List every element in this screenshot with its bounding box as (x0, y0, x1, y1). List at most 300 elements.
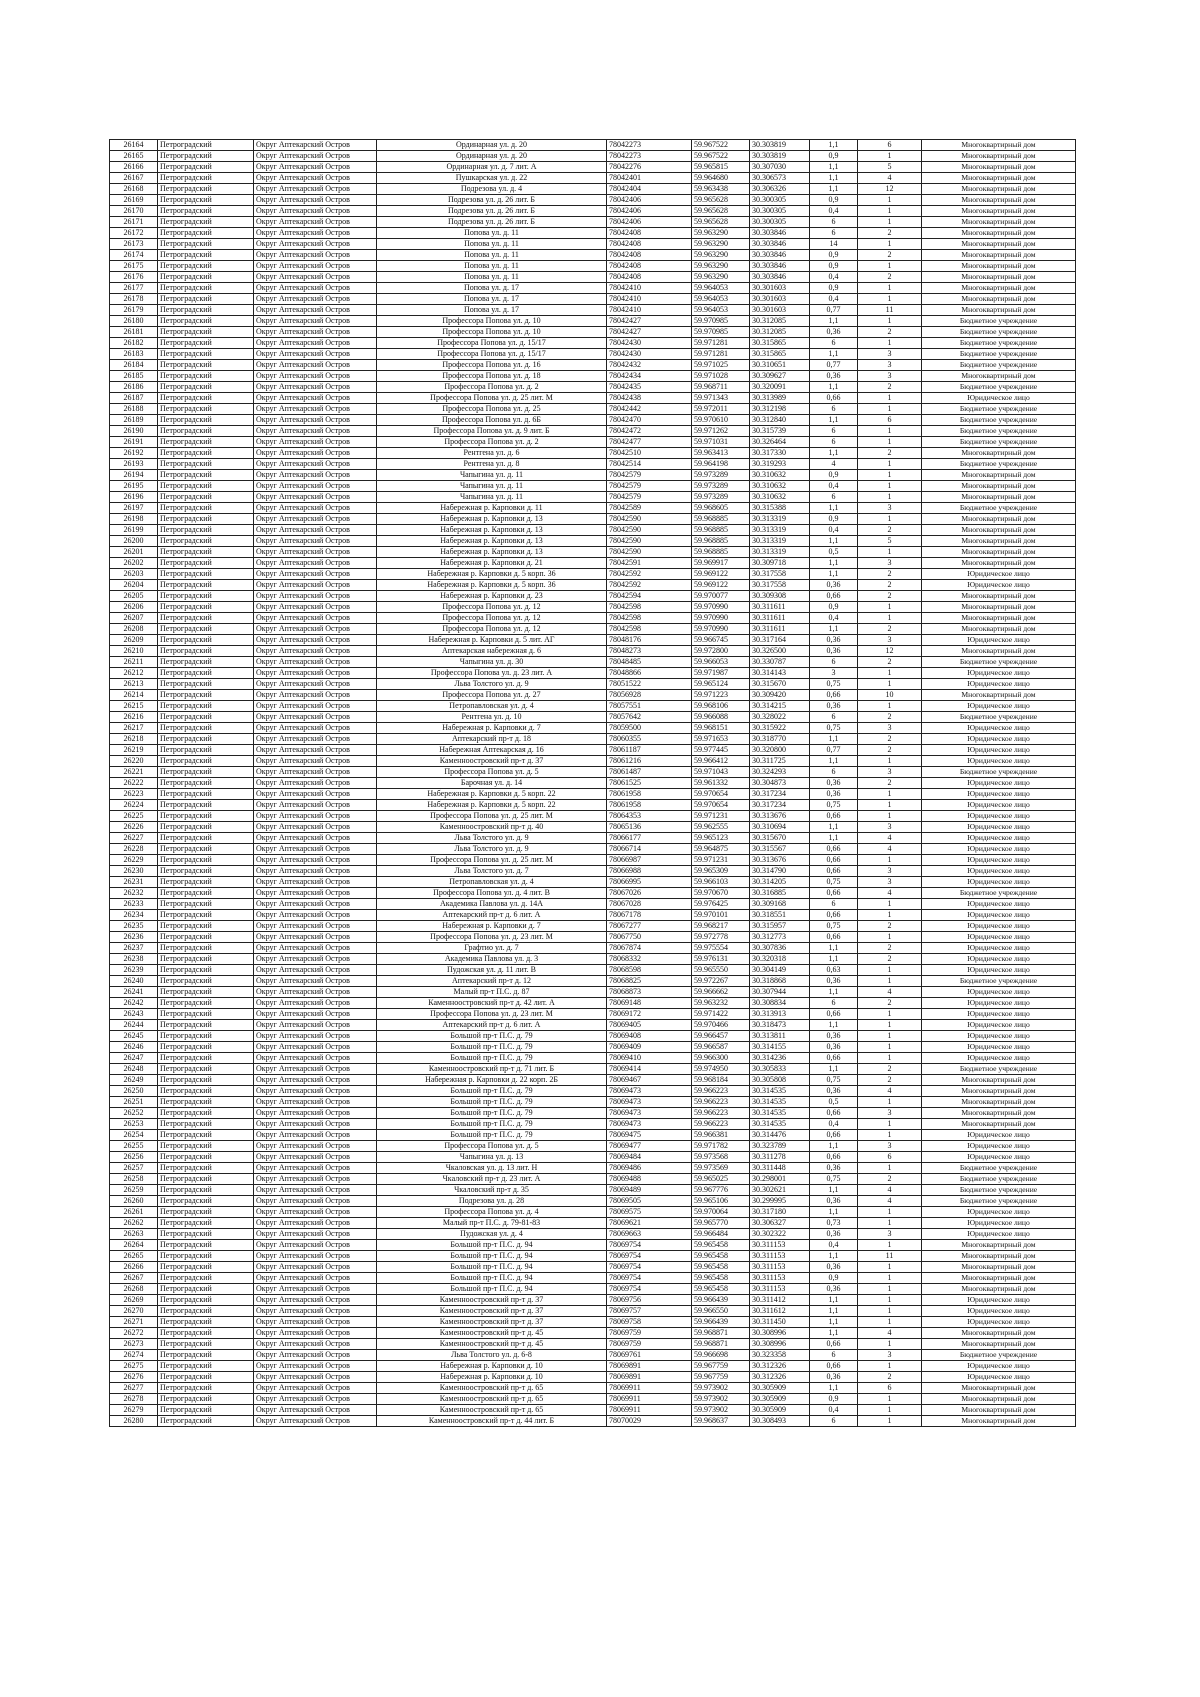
count-cell: 3 (858, 558, 922, 569)
longitude-cell: 30.317330 (750, 448, 810, 459)
table-row (110, 1020, 1076, 1031)
object-code-cell: 78064353 (607, 811, 692, 822)
volume-cell: 0,4 (810, 1240, 858, 1251)
table-row (110, 1075, 1076, 1086)
address-cell: Каменноостровский пр-т д. 37 (377, 1317, 607, 1328)
latitude-cell: 59.971262 (692, 426, 750, 437)
longitude-cell: 30.308996 (750, 1339, 810, 1350)
table-row (110, 1207, 1076, 1218)
volume-cell: 0,36 (810, 327, 858, 338)
object-code-cell: 78048273 (607, 646, 692, 657)
longitude-cell: 30.318473 (750, 1020, 810, 1031)
district-cell: Петроградский (158, 151, 254, 162)
latitude-cell: 59.961332 (692, 778, 750, 789)
row-number-cell: 26276 (110, 1372, 158, 1383)
municipality-cell: Округ Аптекарский Остров (254, 382, 377, 393)
row-number-cell: 26270 (110, 1306, 158, 1317)
object-type-cell: Многоквартирный дом (922, 195, 1076, 206)
district-cell: Петроградский (158, 1064, 254, 1075)
object-type-cell: Бюджетное учреждение (922, 888, 1076, 899)
district-cell: Петроградский (158, 1108, 254, 1119)
table-row (110, 1185, 1076, 1196)
address-cell: Набережная р. Карповки д. 5 корп. 36 (377, 569, 607, 580)
district-cell: Петроградский (158, 1328, 254, 1339)
object-code-cell: 78069756 (607, 1295, 692, 1306)
table-row (110, 1383, 1076, 1394)
object-type-cell: Бюджетное учреждение (922, 404, 1076, 415)
object-type-cell: Юридическое лицо (922, 393, 1076, 404)
longitude-cell: 30.305808 (750, 1075, 810, 1086)
object-code-cell: 78042273 (607, 140, 692, 151)
table-row (110, 1262, 1076, 1273)
address-cell: Попова ул. д. 11 (377, 228, 607, 239)
object-code-cell: 78069911 (607, 1383, 692, 1394)
district-cell: Петроградский (158, 1097, 254, 1108)
municipality-cell: Округ Аптекарский Остров (254, 1020, 377, 1031)
address-cell: Профессора Попова ул. д. 12 (377, 613, 607, 624)
volume-cell: 1,1 (810, 1317, 858, 1328)
volume-cell: 0,75 (810, 800, 858, 811)
volume-cell: 1,1 (810, 382, 858, 393)
address-cell: Каменноостровский пр-т д. 65 (377, 1383, 607, 1394)
row-number-cell: 26240 (110, 976, 158, 987)
address-cell: Профессора Попова ул. д. 4 лит. В (377, 888, 607, 899)
latitude-cell: 59.963290 (692, 250, 750, 261)
longitude-cell: 30.315922 (750, 723, 810, 734)
row-number-cell: 26190 (110, 426, 158, 437)
row-number-cell: 26255 (110, 1141, 158, 1152)
table-row (110, 283, 1076, 294)
district-cell: Петроградский (158, 1020, 254, 1031)
row-number-cell: 26201 (110, 547, 158, 558)
count-cell: 1 (858, 1273, 922, 1284)
municipality-cell: Округ Аптекарский Остров (254, 602, 377, 613)
address-cell: Профессора Попова ул. д. 6Б (377, 415, 607, 426)
volume-cell: 0,36 (810, 976, 858, 987)
table-row (110, 756, 1076, 767)
object-type-cell: Бюджетное учреждение (922, 1174, 1076, 1185)
district-cell: Петроградский (158, 1086, 254, 1097)
object-code-cell: 78048485 (607, 657, 692, 668)
longitude-cell: 30.303846 (750, 239, 810, 250)
district-cell: Петроградский (158, 976, 254, 987)
latitude-cell: 59.963232 (692, 998, 750, 1009)
volume-cell: 1,1 (810, 184, 858, 195)
longitude-cell: 30.311153 (750, 1240, 810, 1251)
object-code-cell: 78042579 (607, 481, 692, 492)
object-code-cell: 78042589 (607, 503, 692, 514)
district-cell: Петроградский (158, 602, 254, 613)
count-cell: 1 (858, 1218, 922, 1229)
latitude-cell: 59.965458 (692, 1262, 750, 1273)
object-code-cell: 78069488 (607, 1174, 692, 1185)
row-number-cell: 26194 (110, 470, 158, 481)
row-number-cell: 26209 (110, 635, 158, 646)
longitude-cell: 30.328022 (750, 712, 810, 723)
row-number-cell: 26177 (110, 283, 158, 294)
count-cell: 10 (858, 690, 922, 701)
district-cell: Петроградский (158, 1185, 254, 1196)
address-cell: Большой пр-т П.С. д. 94 (377, 1273, 607, 1284)
row-number-cell: 26215 (110, 701, 158, 712)
object-type-cell: Многоквартирный дом (922, 1240, 1076, 1251)
address-cell: Набережная р. Карповки д. 7 (377, 921, 607, 932)
object-type-cell: Юридическое лицо (922, 1152, 1076, 1163)
object-code-cell: 78069759 (607, 1328, 692, 1339)
municipality-cell: Округ Аптекарский Остров (254, 503, 377, 514)
longitude-cell: 30.312085 (750, 316, 810, 327)
address-cell: Набережная р. Карповки д. 13 (377, 525, 607, 536)
latitude-cell: 59.966223 (692, 1119, 750, 1130)
address-cell: Большой пр-т П.С. д. 79 (377, 1031, 607, 1042)
district-cell: Петроградский (158, 965, 254, 976)
object-code-cell: 78067026 (607, 888, 692, 899)
latitude-cell: 59.972778 (692, 932, 750, 943)
volume-cell: 0,36 (810, 1229, 858, 1240)
object-type-cell: Многоквартирный дом (922, 1394, 1076, 1405)
latitude-cell: 59.968637 (692, 1416, 750, 1427)
longitude-cell: 30.303846 (750, 272, 810, 283)
table-row (110, 624, 1076, 635)
longitude-cell: 30.301603 (750, 283, 810, 294)
district-cell: Петроградский (158, 855, 254, 866)
volume-cell: 0,4 (810, 272, 858, 283)
count-cell: 2 (858, 1174, 922, 1185)
volume-cell: 0,66 (810, 1108, 858, 1119)
district-cell: Петроградский (158, 844, 254, 855)
row-number-cell: 26199 (110, 525, 158, 536)
object-type-cell: Многоквартирный дом (922, 140, 1076, 151)
district-cell: Петроградский (158, 811, 254, 822)
address-cell: Набережная Аптекарская д. 16 (377, 745, 607, 756)
address-cell: Петропавловская ул. д. 4 (377, 701, 607, 712)
longitude-cell: 30.314155 (750, 1042, 810, 1053)
volume-cell: 1,1 (810, 954, 858, 965)
volume-cell: 1,1 (810, 1141, 858, 1152)
longitude-cell: 30.307836 (750, 943, 810, 954)
address-cell: Каменноостровский пр-т д. 45 (377, 1328, 607, 1339)
count-cell: 3 (858, 635, 922, 646)
object-code-cell: 78042442 (607, 404, 692, 415)
table-row (110, 701, 1076, 712)
longitude-cell: 30.324293 (750, 767, 810, 778)
municipality-cell: Округ Аптекарский Остров (254, 448, 377, 459)
municipality-cell: Округ Аптекарский Остров (254, 1086, 377, 1097)
object-type-cell: Юридическое лицо (922, 1229, 1076, 1240)
object-type-cell: Многоквартирный дом (922, 173, 1076, 184)
table-row (110, 1086, 1076, 1097)
district-cell: Петроградский (158, 393, 254, 404)
count-cell: 1 (858, 1097, 922, 1108)
object-type-cell: Многоквартирный дом (922, 558, 1076, 569)
longitude-cell: 30.313989 (750, 393, 810, 404)
address-cell: Каменноостровский пр-т д. 65 (377, 1405, 607, 1416)
volume-cell: 0,36 (810, 1372, 858, 1383)
object-code-cell: 78061487 (607, 767, 692, 778)
district-cell: Петроградский (158, 668, 254, 679)
object-type-cell: Юридическое лицо (922, 811, 1076, 822)
table-row (110, 1031, 1076, 1042)
longitude-cell: 30.314215 (750, 701, 810, 712)
municipality-cell: Округ Аптекарский Остров (254, 580, 377, 591)
district-cell: Петроградский (158, 833, 254, 844)
count-cell: 12 (858, 184, 922, 195)
object-code-cell: 78042408 (607, 272, 692, 283)
object-type-cell: Юридическое лицо (922, 1317, 1076, 1328)
row-number-cell: 26214 (110, 690, 158, 701)
latitude-cell: 59.966223 (692, 1097, 750, 1108)
municipality-cell: Округ Аптекарский Остров (254, 657, 377, 668)
volume-cell: 0,9 (810, 151, 858, 162)
volume-cell: 1,1 (810, 734, 858, 745)
table-row (110, 1273, 1076, 1284)
count-cell: 5 (858, 162, 922, 173)
table-row (110, 1229, 1076, 1240)
row-number-cell: 26250 (110, 1086, 158, 1097)
row-number-cell: 26253 (110, 1119, 158, 1130)
volume-cell: 1,1 (810, 822, 858, 833)
row-number-cell: 26249 (110, 1075, 158, 1086)
latitude-cell: 59.970985 (692, 327, 750, 338)
object-code-cell: 78057551 (607, 701, 692, 712)
latitude-cell: 59.964053 (692, 283, 750, 294)
longitude-cell: 30.309718 (750, 558, 810, 569)
table-row (110, 591, 1076, 602)
object-type-cell: Юридическое лицо (922, 855, 1076, 866)
address-cell: Профессора Попова ул. д. 12 (377, 624, 607, 635)
object-code-cell: 78069410 (607, 1053, 692, 1064)
longitude-cell: 30.311278 (750, 1152, 810, 1163)
district-cell: Петроградский (158, 1196, 254, 1207)
district-cell: Петроградский (158, 1053, 254, 1064)
volume-cell: 1,1 (810, 140, 858, 151)
count-cell: 1 (858, 1317, 922, 1328)
row-number-cell: 26223 (110, 789, 158, 800)
address-cell: Чапыгина ул. д. 30 (377, 657, 607, 668)
latitude-cell: 59.965628 (692, 195, 750, 206)
count-cell: 6 (858, 1152, 922, 1163)
object-code-cell: 78069473 (607, 1108, 692, 1119)
longitude-cell: 30.317558 (750, 580, 810, 591)
table-row (110, 877, 1076, 888)
address-cell: Набережная р. Карповки д. 5 лит. АГ (377, 635, 607, 646)
object-code-cell: 78068825 (607, 976, 692, 987)
latitude-cell: 59.970990 (692, 624, 750, 635)
object-code-cell: 78069761 (607, 1350, 692, 1361)
district-cell: Петроградский (158, 701, 254, 712)
row-number-cell: 26257 (110, 1163, 158, 1174)
address-cell: Каменноостровский пр-т д. 44 лит. Б (377, 1416, 607, 1427)
municipality-cell: Округ Аптекарский Остров (254, 1284, 377, 1295)
volume-cell: 0,66 (810, 855, 858, 866)
longitude-cell: 30.314535 (750, 1108, 810, 1119)
row-number-cell: 26256 (110, 1152, 158, 1163)
municipality-cell: Округ Аптекарский Остров (254, 1042, 377, 1053)
table-row (110, 547, 1076, 558)
latitude-cell: 59.966662 (692, 987, 750, 998)
district-cell: Петроградский (158, 503, 254, 514)
count-cell: 3 (858, 503, 922, 514)
longitude-cell: 30.311153 (750, 1251, 810, 1262)
count-cell: 2 (858, 657, 922, 668)
table-row (110, 800, 1076, 811)
latitude-cell: 59.962555 (692, 822, 750, 833)
table-row (110, 613, 1076, 624)
longitude-cell: 30.303846 (750, 228, 810, 239)
municipality-cell: Округ Аптекарский Остров (254, 283, 377, 294)
address-cell: Большой пр-т П.С. д. 94 (377, 1262, 607, 1273)
count-cell: 1 (858, 459, 922, 470)
row-number-cell: 26258 (110, 1174, 158, 1185)
municipality-cell: Округ Аптекарский Остров (254, 921, 377, 932)
address-cell: Профессора Попова ул. д. 15/17 (377, 349, 607, 360)
district-cell: Петроградский (158, 294, 254, 305)
address-cell: Графтио ул. д. 7 (377, 943, 607, 954)
volume-cell: 0,9 (810, 602, 858, 613)
object-type-cell: Юридическое лицо (922, 833, 1076, 844)
row-number-cell: 26244 (110, 1020, 158, 1031)
object-type-cell: Многоквартирный дом (922, 184, 1076, 195)
table-row (110, 1130, 1076, 1141)
table-row (110, 1394, 1076, 1405)
count-cell: 1 (858, 1262, 922, 1273)
latitude-cell: 59.965770 (692, 1218, 750, 1229)
municipality-cell: Округ Аптекарский Остров (254, 877, 377, 888)
longitude-cell: 30.299995 (750, 1196, 810, 1207)
row-number-cell: 26264 (110, 1240, 158, 1251)
object-code-cell: 78069911 (607, 1405, 692, 1416)
object-code-cell: 78069473 (607, 1119, 692, 1130)
object-type-cell: Юридическое лицо (922, 1372, 1076, 1383)
table-row (110, 305, 1076, 316)
district-cell: Петроградский (158, 646, 254, 657)
volume-cell: 0,66 (810, 910, 858, 921)
count-cell: 5 (858, 536, 922, 547)
address-cell: Рентгена ул. д. 6 (377, 448, 607, 459)
table-row (110, 1251, 1076, 1262)
row-number-cell: 26273 (110, 1339, 158, 1350)
object-code-cell: 78042590 (607, 514, 692, 525)
longitude-cell: 30.317180 (750, 1207, 810, 1218)
address-cell: Подрезова ул. д. 26 лит. Б (377, 206, 607, 217)
municipality-cell: Округ Аптекарский Остров (254, 723, 377, 734)
row-number-cell: 26171 (110, 217, 158, 228)
district-cell: Петроградский (158, 184, 254, 195)
longitude-cell: 30.319293 (750, 459, 810, 470)
latitude-cell: 59.970654 (692, 800, 750, 811)
table-row (110, 1339, 1076, 1350)
table-row (110, 1317, 1076, 1328)
table-row (110, 1064, 1076, 1075)
object-type-cell: Многоквартирный дом (922, 492, 1076, 503)
object-code-cell: 78042410 (607, 305, 692, 316)
municipality-cell: Округ Аптекарский Остров (254, 162, 377, 173)
longitude-cell: 30.300305 (750, 217, 810, 228)
object-code-cell: 78042435 (607, 382, 692, 393)
latitude-cell: 59.972267 (692, 976, 750, 987)
volume-cell: 0,4 (810, 481, 858, 492)
volume-cell: 1,1 (810, 558, 858, 569)
table-row (110, 1218, 1076, 1229)
count-cell: 11 (858, 1251, 922, 1262)
row-number-cell: 26216 (110, 712, 158, 723)
district-cell: Петроградский (158, 987, 254, 998)
count-cell: 2 (858, 998, 922, 1009)
address-cell: Набережная р. Карповки д. 5 корп. 36 (377, 580, 607, 591)
volume-cell: 1,1 (810, 1383, 858, 1394)
count-cell: 1 (858, 932, 922, 943)
municipality-cell: Округ Аптекарский Остров (254, 1207, 377, 1218)
address-cell: Петропавловская ул. д. 4 (377, 877, 607, 888)
object-type-cell: Многоквартирный дом (922, 690, 1076, 701)
longitude-cell: 30.302621 (750, 1185, 810, 1196)
latitude-cell: 59.969122 (692, 580, 750, 591)
row-number-cell: 26222 (110, 778, 158, 789)
district-cell: Петроградский (158, 1273, 254, 1284)
volume-cell: 0,9 (810, 261, 858, 272)
object-type-cell: Юридическое лицо (922, 745, 1076, 756)
volume-cell: 1,1 (810, 503, 858, 514)
volume-cell: 0,73 (810, 1218, 858, 1229)
object-type-cell: Юридическое лицо (922, 778, 1076, 789)
table-row (110, 338, 1076, 349)
table-row (110, 558, 1076, 569)
municipality-cell: Округ Аптекарский Остров (254, 1328, 377, 1339)
object-type-cell: Многоквартирный дом (922, 514, 1076, 525)
longitude-cell: 30.298001 (750, 1174, 810, 1185)
volume-cell: 0,66 (810, 1361, 858, 1372)
latitude-cell: 59.970990 (692, 602, 750, 613)
address-cell: Академика Павлова ул. д. 3 (377, 954, 607, 965)
object-type-cell: Многоквартирный дом (922, 525, 1076, 536)
row-number-cell: 26197 (110, 503, 158, 514)
count-cell: 4 (858, 888, 922, 899)
latitude-cell: 59.965458 (692, 1240, 750, 1251)
count-cell: 1 (858, 481, 922, 492)
district-cell: Петроградский (158, 1119, 254, 1130)
municipality-cell: Округ Аптекарский Остров (254, 470, 377, 481)
object-code-cell: 78042427 (607, 316, 692, 327)
municipality-cell: Округ Аптекарский Остров (254, 481, 377, 492)
municipality-cell: Округ Аптекарский Остров (254, 1350, 377, 1361)
table-row (110, 668, 1076, 679)
volume-cell: 1,1 (810, 1020, 858, 1031)
table-row (110, 1174, 1076, 1185)
object-code-cell: 78069148 (607, 998, 692, 1009)
object-type-cell: Юридическое лицо (922, 1042, 1076, 1053)
object-type-cell: Многоквартирный дом (922, 1273, 1076, 1284)
municipality-cell: Округ Аптекарский Остров (254, 1394, 377, 1405)
district-cell: Петроградский (158, 1284, 254, 1295)
longitude-cell: 30.309168 (750, 899, 810, 910)
count-cell: 2 (858, 778, 922, 789)
municipality-cell: Округ Аптекарский Остров (254, 1152, 377, 1163)
count-cell: 1 (858, 613, 922, 624)
longitude-cell: 30.306573 (750, 173, 810, 184)
object-type-cell: Юридическое лицо (922, 866, 1076, 877)
object-code-cell: 78042592 (607, 580, 692, 591)
object-code-cell: 78069757 (607, 1306, 692, 1317)
count-cell: 1 (858, 217, 922, 228)
address-cell: Профессора Попова ул. д. 27 (377, 690, 607, 701)
latitude-cell: 59.970064 (692, 1207, 750, 1218)
latitude-cell: 59.966053 (692, 657, 750, 668)
latitude-cell: 59.965458 (692, 1251, 750, 1262)
municipality-cell: Округ Аптекарский Остров (254, 1185, 377, 1196)
count-cell: 6 (858, 415, 922, 426)
volume-cell: 0,77 (810, 745, 858, 756)
row-number-cell: 26231 (110, 877, 158, 888)
